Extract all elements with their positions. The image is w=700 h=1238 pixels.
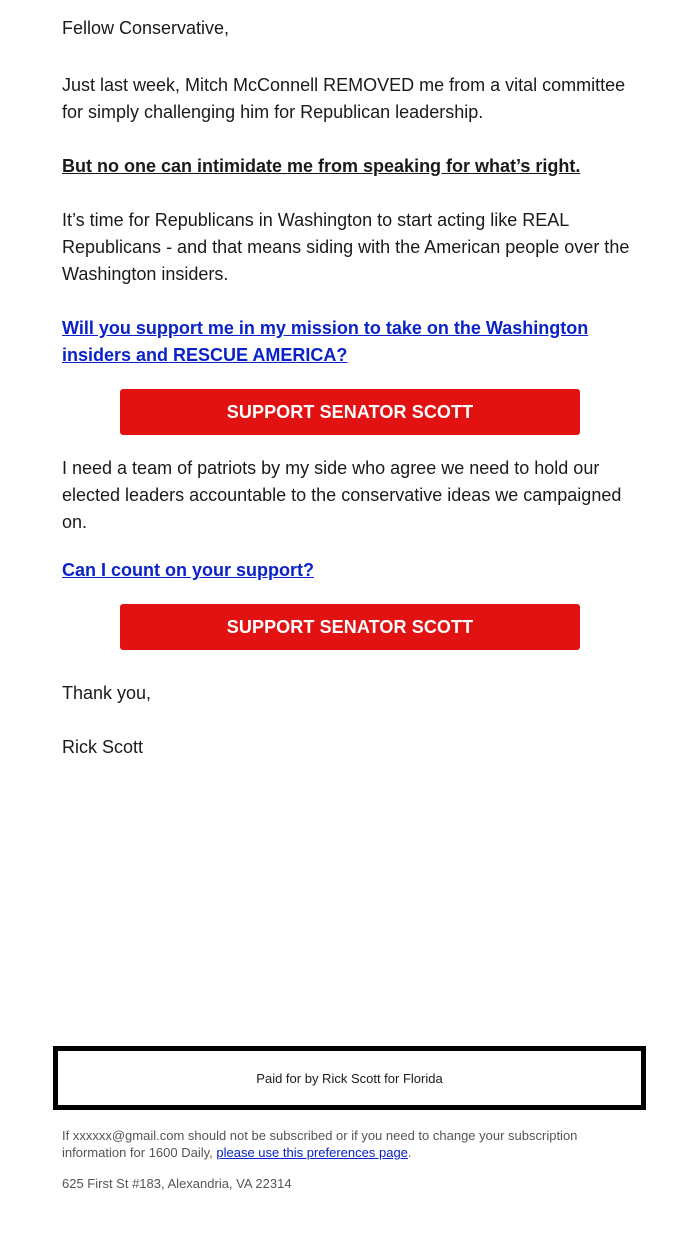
paid-for-text: Paid for by Rick Scott for Florida xyxy=(256,1070,443,1086)
emphasis-statement: But no one can intimidate me from speaking for what’s right. xyxy=(62,156,581,176)
subscription-notice-end: . xyxy=(407,1145,412,1160)
subscription-notice xyxy=(62,1127,642,1161)
mailing-address: 625 First St #183, Alexandria, VA 22314 xyxy=(62,1176,292,1191)
greeting: Fellow Conservative, xyxy=(62,18,230,38)
rescue-america-link[interactable]: Will you support me in my mission to take on the Washington insiders and RESCUE AMERICA? xyxy=(62,318,589,365)
support-senator-scott-button-2[interactable]: SUPPORT SENATOR SCOTT xyxy=(120,604,580,650)
subscription-notice-text: If xxxxxx@gmail.com should not be subscribed or if you need to change your subscription information for 1600 Daily, xyxy=(62,1128,578,1160)
preferences-page-link[interactable]: please use this preferences page xyxy=(216,1145,408,1160)
support-senator-scott-button-1[interactable]: SUPPORT SENATOR SCOTT xyxy=(120,389,580,435)
paid-for-disclaimer-box xyxy=(53,1046,646,1110)
paragraph-real-republicans: It’s time for Republicans in Washington to start acting like REAL Republicans - and that means siding with the American people over the Washington insiders. xyxy=(62,210,630,284)
mission-link-wrapper xyxy=(62,315,638,369)
paragraph-mcconnell: Just last week, Mitch McConnell REMOVED me from a vital committee for simply challenging him for Republican leadership. xyxy=(62,75,626,122)
support-link-wrapper xyxy=(62,557,638,584)
signature: Rick Scott xyxy=(62,737,144,757)
paragraph-team-of-patriots: I need a team of patriots by my side who agree we need to hold our elected leaders accountable to the conservative ideas we campaigned on. xyxy=(62,458,622,532)
closing: Thank you, xyxy=(62,683,152,703)
count-on-support-link[interactable]: Can I count on your support? xyxy=(62,560,314,580)
